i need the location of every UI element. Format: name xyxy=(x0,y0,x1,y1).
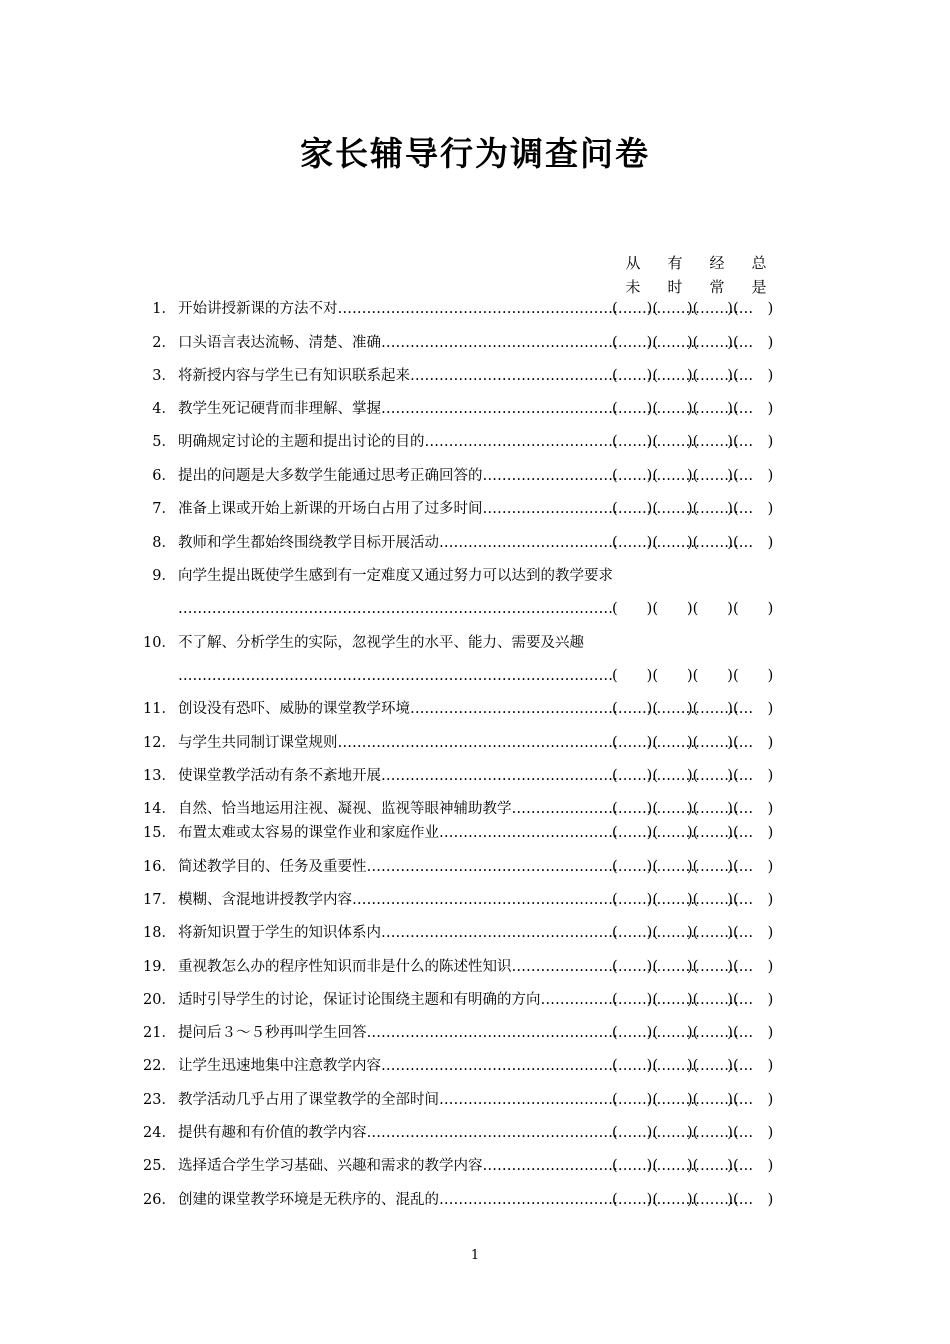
answer-options[interactable]: ( )( )( )( ) xyxy=(612,859,774,875)
question-number: 16． xyxy=(143,859,176,875)
question-text: 教学生死记硬背而非理解、掌握 ………………………………………………………………………………………………………………………………………………………… xyxy=(178,398,752,420)
question-row xyxy=(140,798,790,820)
question-text: 将新知识置于学生的知识体系内 ………………………………………………………………………………………………………………………………………………………… xyxy=(178,922,752,944)
question-continuation xyxy=(178,598,790,620)
answer-options[interactable]: ( )( )( )( ) xyxy=(612,501,774,517)
question-text: 教学活动几乎占用了课堂教学的全部时间 ………………………………………………………………………………………………………………………………………………………… xyxy=(178,1089,752,1111)
header-often: 经 xyxy=(709,254,725,272)
question-row xyxy=(140,365,790,387)
question-row xyxy=(140,465,790,487)
answer-options[interactable]: ( )( )( )( ) xyxy=(612,1192,774,1208)
question-number: 18． xyxy=(143,925,176,941)
answer-options[interactable]: ( )( )( )( ) xyxy=(612,535,774,551)
question-row xyxy=(140,698,790,720)
header-always: 总 xyxy=(751,254,767,272)
question-number: 8． xyxy=(152,535,176,551)
leader-dots xyxy=(178,598,612,620)
answer-options[interactable]: ( )( )( )( ) xyxy=(612,668,774,684)
question-text: 模糊、含混地讲授教学内容 ………………………………………………………………………………………………………………………………………………………… xyxy=(178,889,752,911)
question-row xyxy=(140,765,790,787)
answer-options[interactable]: ( )( )( )( ) xyxy=(612,1092,774,1108)
question-text: 开始讲授新课的方法不对 ………………………………………………………………………………………………………………………………………………………… xyxy=(178,298,752,320)
question-number: 23． xyxy=(143,1092,176,1108)
question-text: 口头语言表达流畅、清楚、准确 ………………………………………………………………………………………………………………………………………………………… xyxy=(178,332,752,354)
question-number: 15． xyxy=(143,825,176,841)
leader-dots xyxy=(178,665,612,687)
question-row xyxy=(140,565,790,587)
question-text: 准备上课或开始上新课的开场白占用了过多时间 ………………………………………………………………………………………………………………………………………………………… xyxy=(178,498,752,520)
question-number: 9． xyxy=(152,568,176,584)
question-text: 与学生共同制订课堂规则 ………………………………………………………………………………………………………………………………………………………… xyxy=(178,732,752,754)
question-row xyxy=(140,532,790,554)
header-never: 从 xyxy=(625,254,641,272)
question-number: 13． xyxy=(143,768,176,784)
question-number: 22． xyxy=(143,1058,176,1074)
answer-options[interactable]: ( )( )( )( ) xyxy=(612,368,774,384)
answer-options[interactable]: ( )( )( )( ) xyxy=(612,768,774,784)
header-often-2: 常 xyxy=(709,278,725,296)
question-number: 3． xyxy=(152,368,176,384)
question-row xyxy=(140,298,790,320)
question-row xyxy=(140,956,790,978)
question-row xyxy=(140,498,790,520)
question-number: 1． xyxy=(152,301,176,317)
question-number: 6． xyxy=(152,468,176,484)
question-row xyxy=(140,1122,790,1144)
question-text: 让学生迅速地集中注意教学内容 ………………………………………………………………………………………………………………………………………………………… xyxy=(178,1055,752,1077)
question-row xyxy=(140,922,790,944)
question-text: 重视教怎么办的程序性知识而非是什么的陈述性知识 ………………………………………………………………………………………………………………………………………………………… xyxy=(178,956,752,978)
answer-options[interactable]: ( )( )( )( ) xyxy=(612,825,774,841)
answer-options[interactable]: ( )( )( )( ) xyxy=(612,801,774,817)
answer-options[interactable]: ( )( )( )( ) xyxy=(612,434,774,450)
question-row xyxy=(140,632,790,654)
answer-options[interactable]: ( )( )( )( ) xyxy=(612,401,774,417)
question-row xyxy=(140,889,790,911)
question-row xyxy=(140,431,790,453)
question-row xyxy=(140,856,790,878)
question-text: 教师和学生都始终围绕教学目标开展活动 ………………………………………………………………………………………………………………………………………………………… xyxy=(178,532,752,554)
question-number: 7． xyxy=(152,501,176,517)
question-text: 选择适合学生学习基础、兴趣和需求的教学内容 ………………………………………………………………………………………………………………………………………………………… xyxy=(178,1155,752,1177)
answer-options[interactable]: ( )( )( )( ) xyxy=(612,959,774,975)
answer-options[interactable]: ( )( )( )( ) xyxy=(612,701,774,717)
question-text: 将新授内容与学生已有知识联系起来 ………………………………………………………………………………………………………………………………………………………… xyxy=(178,365,752,387)
question-row xyxy=(140,1189,790,1211)
question-row xyxy=(140,732,790,754)
answer-options[interactable]: ( )( )( )( ) xyxy=(612,1125,774,1141)
question-row xyxy=(140,398,790,420)
question-row xyxy=(140,989,790,1011)
page-title: 家长辅导行为调查问卷 xyxy=(300,134,650,173)
answer-options[interactable]: ( )( )( )( ) xyxy=(612,1158,774,1174)
question-text: 明确规定讨论的主题和提出讨论的目的 ………………………………………………………………………………………………………………………………………………………… xyxy=(178,431,752,453)
answer-options[interactable]: ( )( )( )( ) xyxy=(612,925,774,941)
page-number: 1 xyxy=(470,1248,480,1263)
answer-options[interactable]: ( )( )( )( ) xyxy=(612,892,774,908)
question-number: 26． xyxy=(143,1192,176,1208)
question-number: 11． xyxy=(143,701,176,717)
question-text: 自然、恰当地运用注视、凝视、监视等眼神辅助教学 ………………………………………………………………………………………………………………………………………………………… xyxy=(178,798,752,820)
question-number: 5． xyxy=(152,434,176,450)
question-row xyxy=(140,1055,790,1077)
question-number: 21． xyxy=(143,1025,176,1041)
question-number: 20． xyxy=(143,992,176,1008)
header-always-2: 是 xyxy=(751,278,767,296)
question-text: 适时引导学生的讨论，保证讨论围绕主题和有明确的方向 ………………………………………………………………………………………………………………………………………………………… xyxy=(178,989,752,1011)
question-row xyxy=(140,1022,790,1044)
question-continuation xyxy=(178,665,790,687)
answer-options[interactable]: ( )( )( )( ) xyxy=(612,1058,774,1074)
answer-options[interactable]: ( )( )( )( ) xyxy=(612,468,774,484)
answer-options[interactable]: ( )( )( )( ) xyxy=(612,1025,774,1041)
header-sometimes: 有 xyxy=(667,254,683,272)
question-text: 提出的问题是大多数学生能通过思考正确回答的 ………………………………………………………………………………………………………………………………………………………… xyxy=(178,465,752,487)
answer-options[interactable]: ( )( )( )( ) xyxy=(612,335,774,351)
question-number: 10． xyxy=(143,635,176,651)
question-number: 24． xyxy=(143,1125,176,1141)
question-text: 布置太难或太容易的课堂作业和家庭作业 ………………………………………………………………………………………………………………………………………………………… xyxy=(178,822,752,844)
question-number: 17． xyxy=(143,892,176,908)
answer-options[interactable]: ( )( )( )( ) xyxy=(612,992,774,1008)
question-number: 4． xyxy=(152,401,176,417)
question-text: 创设没有恐吓、威胁的课堂教学环境 ………………………………………………………………………………………………………………………………………………………… xyxy=(178,698,752,720)
question-number: 2． xyxy=(152,335,176,351)
header-sometimes-2: 时 xyxy=(667,278,683,296)
answer-options[interactable]: ( )( )( )( ) xyxy=(612,735,774,751)
answer-options[interactable]: ( )( )( )( ) xyxy=(612,301,774,317)
question-row xyxy=(140,1089,790,1111)
answer-options[interactable]: ( )( )( )( ) xyxy=(612,601,774,617)
question-text: 简述教学目的、任务及重要性 ………………………………………………………………………………………………………………………………………………………… xyxy=(178,856,752,878)
question-text: 提供有趣和有价值的教学内容 ………………………………………………………………………………………………………………………………………………………… xyxy=(178,1122,752,1144)
question-number: 19． xyxy=(143,959,176,975)
question-text: 创建的课堂教学环境是无秩序的、混乱的 ………………………………………………………………………………………………………………………………………………………… xyxy=(178,1189,752,1211)
question-number: 14． xyxy=(143,801,176,817)
question-text: 提问后３～５秒再叫学生回答 ………………………………………………………………………………………………………………………………………………………… xyxy=(178,1022,752,1044)
question-row xyxy=(140,332,790,354)
question-row xyxy=(140,1155,790,1177)
header-never-2: 未 xyxy=(625,278,641,296)
question-text: 不了解、分析学生的实际，忽视学生的水平、能力、需要及兴趣 xyxy=(178,635,584,651)
question-number: 12． xyxy=(143,735,176,751)
question-text: 使课堂教学活动有条不紊地开展 ………………………………………………………………………………………………………………………………………………………… xyxy=(178,765,752,787)
question-text: 向学生提出既使学生感到有一定难度又通过努力可以达到的教学要求 xyxy=(178,568,613,584)
question-row xyxy=(140,822,790,844)
question-number: 25． xyxy=(143,1158,176,1174)
